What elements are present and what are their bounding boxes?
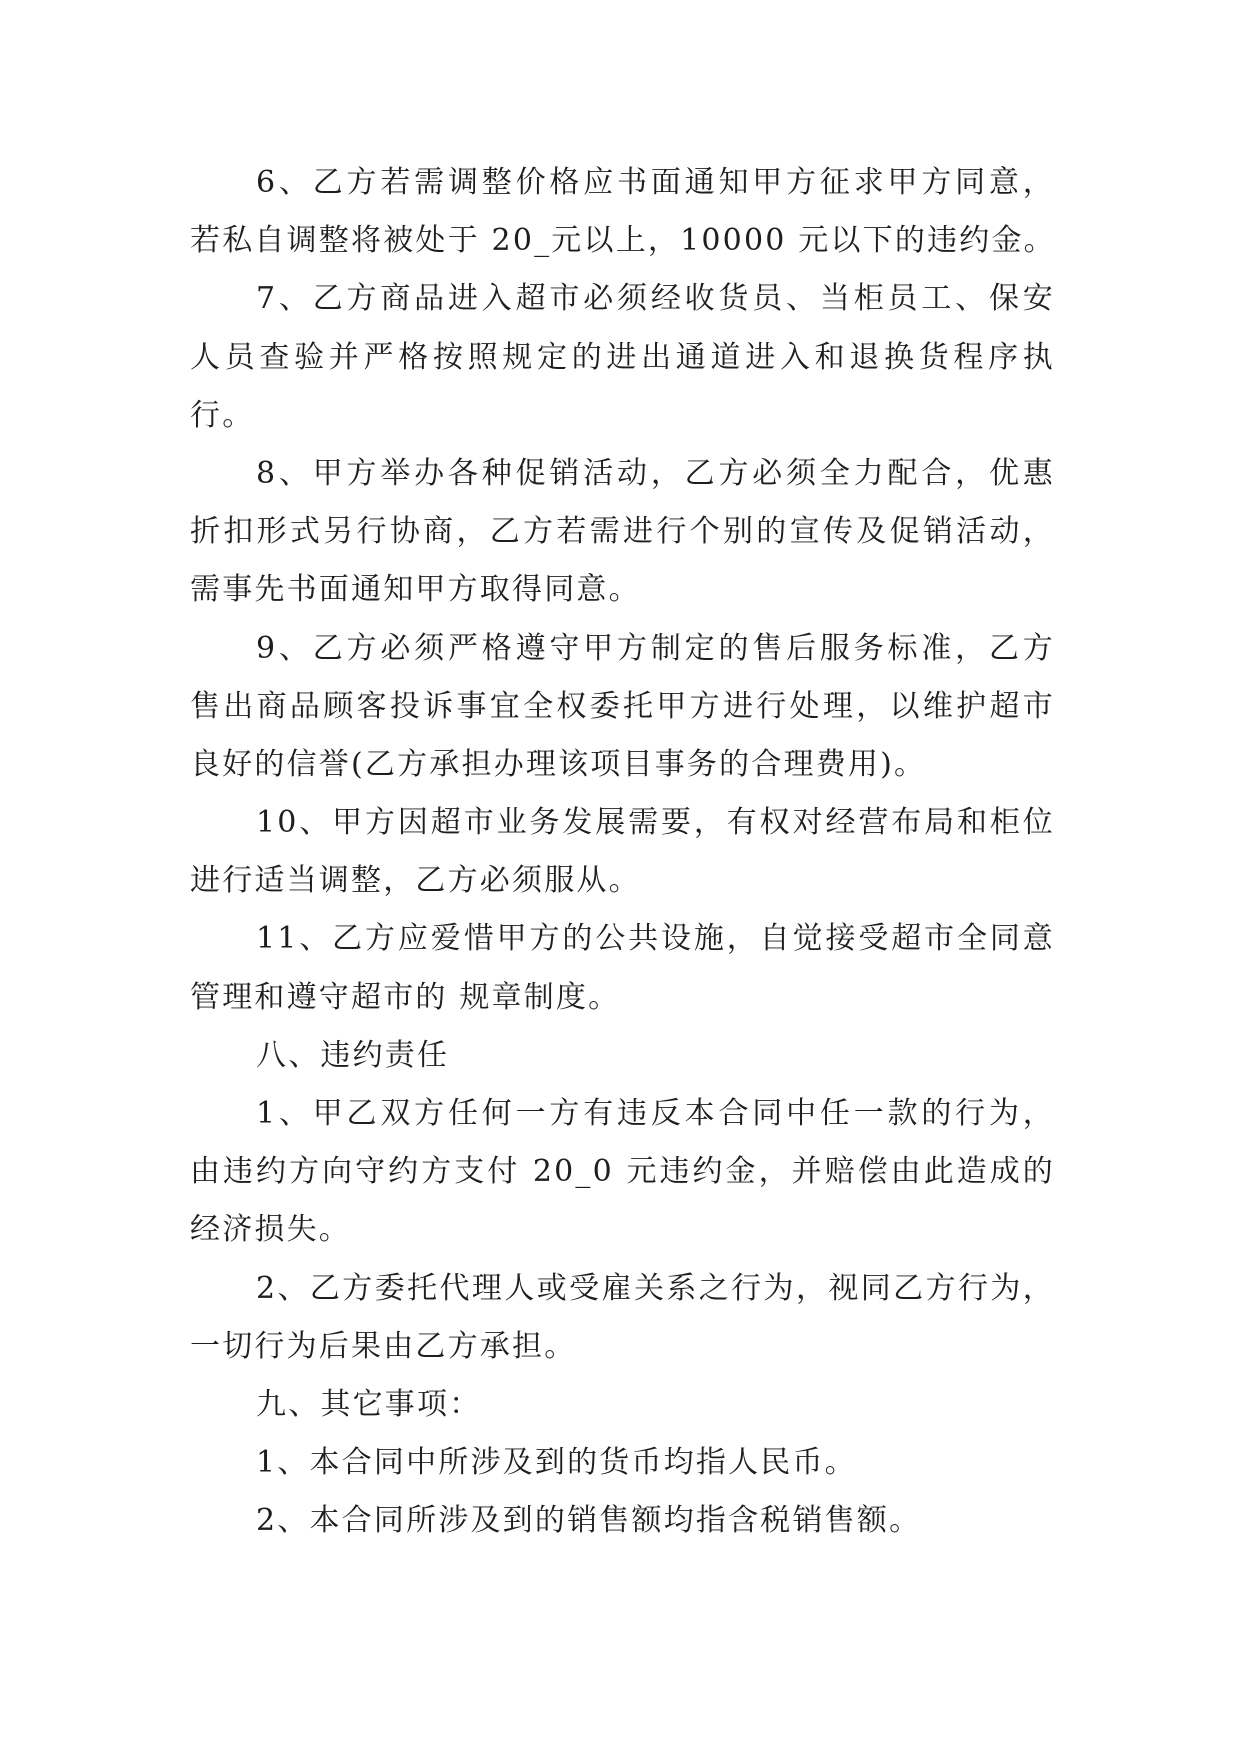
- clause-line: 9、乙方必须严格遵守甲方制定的售后服务标准，乙方: [256, 630, 1055, 666]
- section-heading: 九、其它事项：: [256, 1386, 482, 1422]
- clause-line: 折扣形式另行协商，乙方若需进行个别的宣传及促销活动，: [190, 514, 1055, 550]
- section-heading: 八、违约责任: [256, 1037, 450, 1073]
- clause-line: 经济损失。: [190, 1212, 351, 1248]
- clause-line: 1、甲乙双方任何一方有违反本合同中任一款的行为，: [256, 1096, 1055, 1131]
- clause-line: 2、乙方委托代理人或受雇关系之行为，视同乙方行为，: [256, 1270, 1055, 1306]
- clause-line: 2、本合同所涉及到的销售额均指含税销售额。: [256, 1503, 922, 1539]
- other-clause-1: [190, 1434, 1055, 1492]
- clause-7: [190, 270, 1055, 445]
- clause-10: [190, 794, 1055, 910]
- clause-line: 11、乙方应爱惜甲方的公共设施，自觉接受超市全同意: [256, 921, 1055, 957]
- section-heading-other: [190, 1376, 1055, 1434]
- clause-6: [190, 154, 1055, 270]
- clause-line: 8、甲方举办各种促销活动，乙方必须全力配合，优惠: [256, 455, 1055, 491]
- clause-line: 管理和遵守超市的 规章制度。: [190, 979, 621, 1015]
- section-heading-breach: [190, 1027, 1055, 1085]
- clause-line: 10、甲方因超市业务发展需要，有权对经营布局和柜位: [256, 805, 1055, 841]
- clause-line: 由违约方向守约方支付 20_0 元违约金，并赔偿由此造成的: [190, 1154, 1055, 1190]
- clause-line: 良好的信誉(乙方承担办理该项目事务的合理费用)。: [190, 746, 927, 782]
- clause-8: [190, 445, 1055, 620]
- clause-line: 6、乙方若需调整价格应书面通知甲方征求甲方同意，: [256, 165, 1055, 200]
- clause-11: [190, 910, 1055, 1026]
- clause-line: 进行适当调整，乙方必须服从。: [190, 863, 641, 899]
- breach-clause-2: [190, 1260, 1055, 1376]
- clause-line: 若私自调整将被处于 20_元以上，10000 元以下的违约金。: [190, 223, 1056, 259]
- clause-line: 行。: [190, 397, 255, 433]
- clause-line: 需事先书面通知甲方取得同意。: [190, 572, 641, 608]
- clause-line: 售出商品顾客投诉事宜全权委托甲方进行处理，以维护超市: [190, 688, 1055, 724]
- document-page: [190, 154, 1055, 1551]
- clause-line: 一切行为后果由乙方承担。: [190, 1328, 577, 1364]
- clause-line: 1、本合同中所涉及到的货币均指人民币。: [256, 1445, 857, 1481]
- clause-line: 人员查验并严格按照规定的进出通道进入和退换货程序执: [190, 339, 1055, 375]
- breach-clause-1: [190, 1085, 1055, 1260]
- clause-9: [190, 620, 1055, 795]
- other-clause-2: [190, 1492, 1055, 1550]
- clause-line: 7、乙方商品进入超市必须经收货员、当柜员工、保安: [256, 281, 1055, 317]
